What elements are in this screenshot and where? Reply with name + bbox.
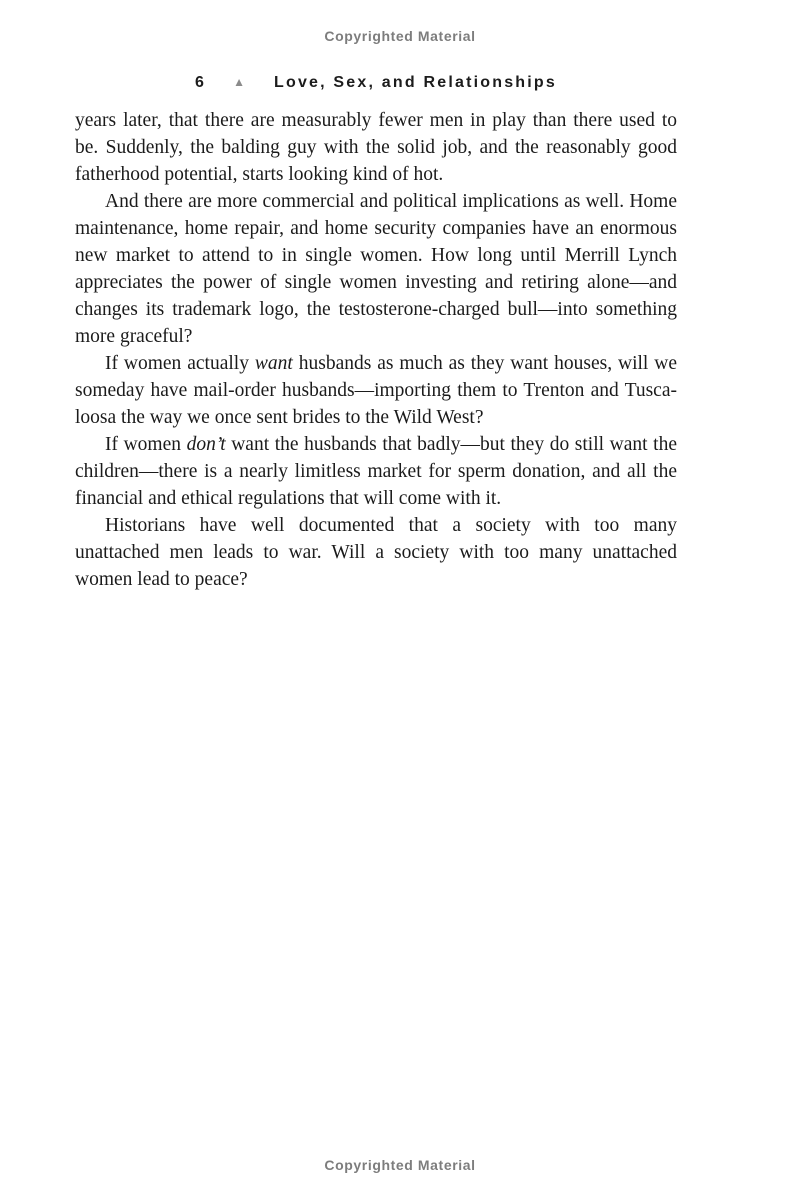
paragraph [75,431,677,512]
text-segment: want the husbands that badly—but they do still want the children—there is a nearly limitless market for sperm donation, and all the financial and ethical regulations that will come with it. [75,434,677,509]
text-segment: If women [105,434,187,455]
paragraph [75,350,677,431]
copyright-notice-top: Copyrighted Material [324,28,476,44]
body-text [75,107,677,593]
italic-text: want [254,353,293,374]
italic-text: don’t [186,434,226,455]
paragraph [75,107,677,188]
paragraph [75,188,677,350]
paragraph [75,512,677,593]
copyright-notice-bottom: Copyrighted Material [324,1157,476,1173]
page-number: 6 [195,74,207,91]
triangle-icon: ▲ [233,75,245,89]
text-segment: And there are more commercial and political implications as well. Home maintenance, home repair, and home security companies have an enormous new market to attend to in single women. How long until Merrill Lynch appreciates the power of single women investing and retiring alone—and changes its trademark logo, the testosterone-charged bull—into something more graceful? [75,191,677,347]
text-segment: husbands as much as they want houses, will we someday have mail-order husbands—importing them to Trenton and Tuscaloosa the way we once sent brides to the Wild West? [75,353,677,428]
running-head [75,74,677,92]
text-segment: Historians have well documented that a society with too many unattached men leads to war. Will a society with too many unattached women lead to peace? [75,515,677,590]
text-segment: If women actually [105,353,255,374]
text-segment: years later, that there are measurably fewer men in play than there used to be. Suddenly, the balding guy with the solid job, and the reasonably good fatherhood potential, starts looking kind of hot. [75,110,677,185]
chapter-title: Love, Sex, and Relationships [274,74,557,91]
